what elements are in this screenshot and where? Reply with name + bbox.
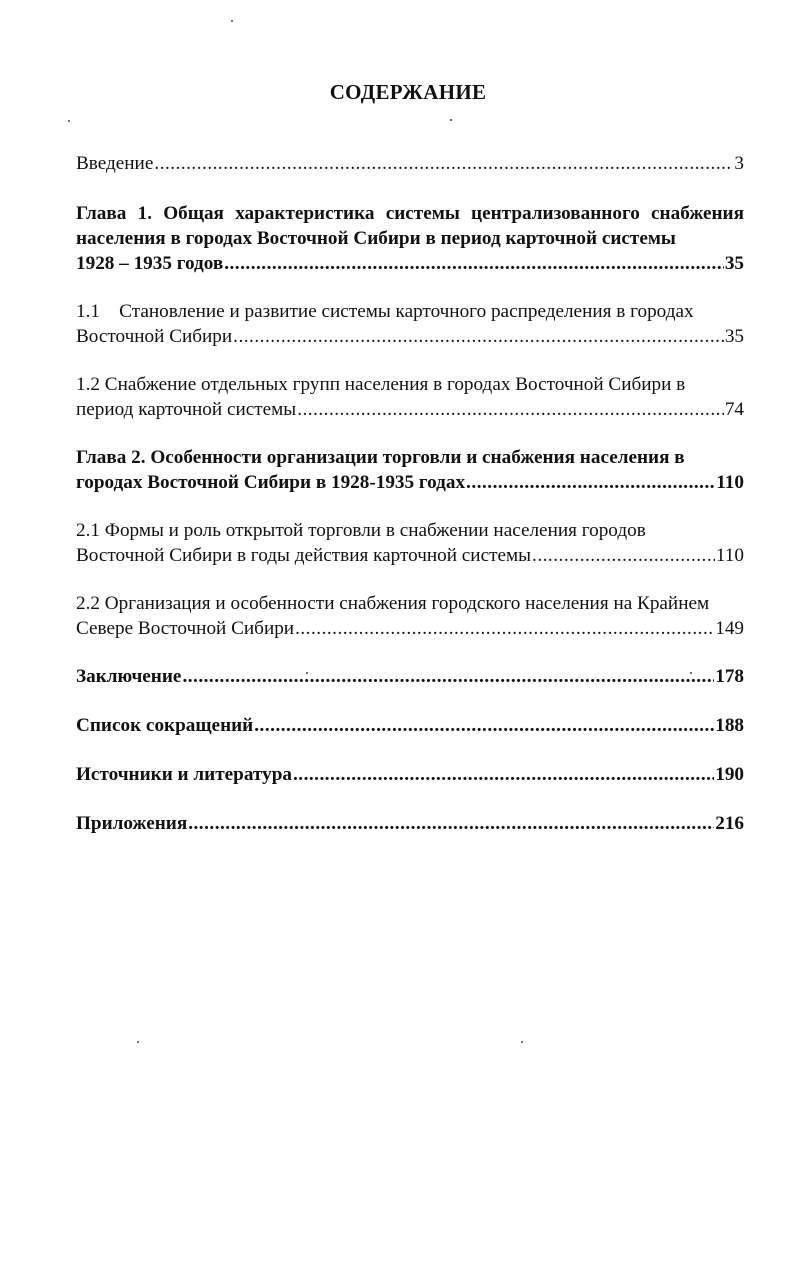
- toc-entry-conclusion[interactable]: [76, 664, 744, 689]
- toc-entry-title: Введение: [76, 153, 154, 174]
- toc-entry-heading: 2.1 Формы и роль открытой торговли в снабжении населения городов: [76, 520, 646, 541]
- dot-leader: [233, 324, 724, 349]
- toc-entry-title: Источники и литература: [76, 764, 292, 785]
- toc-page-number: 110: [715, 545, 744, 566]
- scan-speck: [306, 672, 308, 674]
- toc-entry-line: [76, 397, 744, 422]
- scan-speck: [690, 672, 692, 674]
- toc-entry-line: [76, 713, 744, 738]
- toc-entry-title: Заключение: [76, 666, 182, 687]
- toc-entry-line: [76, 811, 744, 836]
- toc-page-number: 188: [715, 715, 744, 736]
- toc-entry-line: [76, 470, 744, 495]
- toc-entry-line: [76, 324, 744, 349]
- toc-page-number: 74: [724, 399, 744, 420]
- toc-entry-heading: 1.1 Становление и развитие системы карточного распределения в городах: [76, 301, 694, 322]
- dot-leader: [466, 470, 715, 495]
- toc-entry-title: Восточной Сибири: [76, 326, 233, 347]
- toc-entry-title: период карточной системы: [76, 399, 297, 420]
- toc-entry-introduction[interactable]: [76, 151, 744, 176]
- toc-entry-heading: Глава 1. Общая характеристика системы централизованного снабжения населения в городах Восточной Сибири в период карточной системы: [76, 203, 744, 249]
- toc-entry-line: [76, 151, 744, 176]
- toc-page-number: 3: [734, 153, 744, 174]
- toc-entry-title: Восточной Сибири в годы действия карточной системы: [76, 545, 532, 566]
- scan-speck: [231, 20, 233, 22]
- dot-leader: [293, 762, 714, 787]
- toc-entry-section-1-1[interactable]: [76, 299, 744, 349]
- toc-page-number: 216: [715, 813, 744, 834]
- toc-entry-section-2-1[interactable]: [76, 518, 744, 568]
- scan-speck: [137, 1041, 139, 1043]
- dot-leader: [532, 543, 715, 568]
- toc-entry-heading: Глава 2. Особенности организации торговли и снабжения населения в: [76, 447, 685, 468]
- toc-entry-heading: 1.2 Снабжение отдельных групп населения в городах Восточной Сибири в: [76, 374, 686, 395]
- toc-entry-line: [76, 664, 744, 689]
- toc-entry-line: [76, 762, 744, 787]
- scan-speck: [521, 1041, 523, 1043]
- dot-leader: [154, 151, 733, 176]
- toc-page-number: 35: [724, 253, 744, 274]
- toc-entry-heading: 2.2 Организация и особенности снабжения городского населения на Крайнем: [76, 593, 710, 614]
- toc-page-number: 178: [715, 666, 744, 687]
- page-title: СОДЕРЖАНИЕ: [329, 80, 487, 104]
- toc-entry-appendices[interactable]: [76, 811, 744, 836]
- toc-entry-chapter-2[interactable]: [76, 445, 744, 495]
- toc-entry-line: [76, 251, 744, 276]
- toc-page-number: 149: [715, 618, 744, 639]
- toc-page-number: 35: [724, 326, 744, 347]
- dot-leader: [182, 664, 714, 689]
- toc-entry-line: [76, 616, 744, 641]
- dot-leader: [188, 811, 714, 836]
- toc-entry-title: Севере Восточной Сибири: [76, 618, 295, 639]
- toc-page-number: 110: [716, 472, 744, 493]
- toc-entry-title: 1928 – 1935 годов: [76, 253, 224, 274]
- scan-speck: [68, 120, 70, 122]
- dot-leader: [295, 616, 714, 641]
- toc-entry-title: городах Восточной Сибири в 1928-1935 годах: [76, 472, 466, 493]
- toc-entry-title: Приложения: [76, 813, 188, 834]
- table-of-contents: [76, 151, 744, 860]
- dot-leader: [224, 251, 724, 276]
- toc-entry-abbreviations[interactable]: [76, 713, 744, 738]
- toc-page-number: 190: [715, 764, 744, 785]
- toc-entry-line: [76, 543, 744, 568]
- dot-leader: [254, 713, 714, 738]
- toc-entry-chapter-1[interactable]: [76, 201, 744, 276]
- toc-entry-sources[interactable]: [76, 762, 744, 787]
- toc-entry-title: Список сокращений: [76, 715, 254, 736]
- dot-leader: [297, 397, 724, 422]
- toc-entry-section-2-2[interactable]: [76, 591, 744, 641]
- toc-entry-section-1-2[interactable]: [76, 372, 744, 422]
- scan-speck: [450, 119, 452, 121]
